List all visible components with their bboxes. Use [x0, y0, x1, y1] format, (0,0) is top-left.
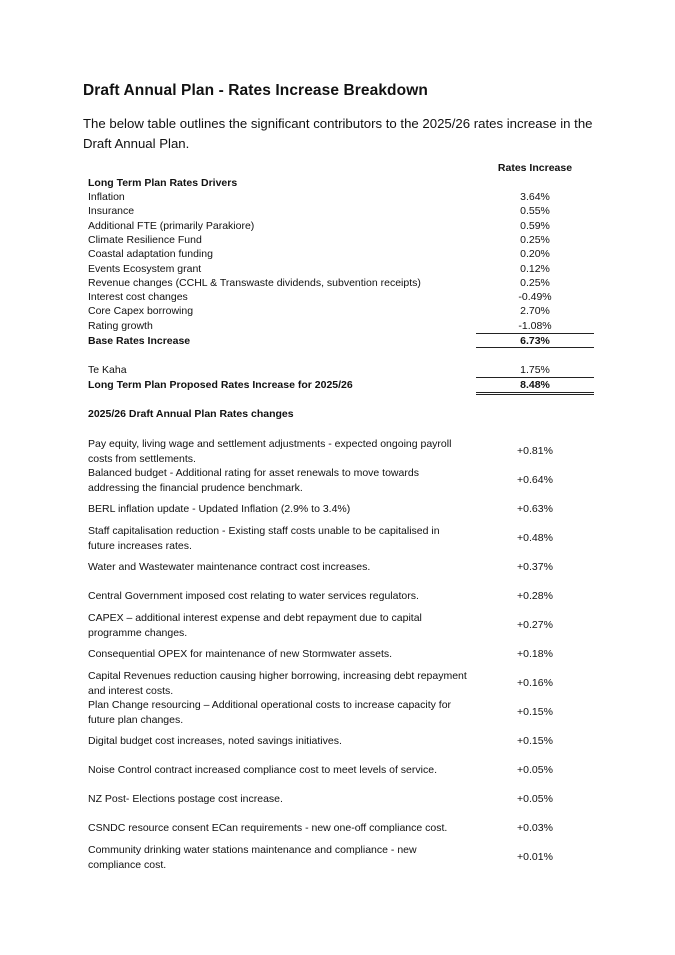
- ltp-row-value: 0.20%: [520, 248, 550, 261]
- dap-row: [88, 698, 594, 727]
- ltp-row: [88, 247, 594, 261]
- te-kaha-label: Te Kaha: [88, 363, 127, 376]
- dap-row: [88, 785, 594, 814]
- dap-row-value: +0.16%: [517, 677, 553, 689]
- ltp-row-label: Core Capex borrowing: [88, 305, 194, 318]
- proposed-rates-value: 8.48%: [520, 378, 550, 391]
- ltp-row: [88, 233, 594, 247]
- ltp-row: [88, 262, 594, 276]
- dap-row-description: Community drinking water stations maintenance and compliance - new compliance cost.: [88, 844, 417, 871]
- dap-row-description: NZ Post- Elections postage cost increase.: [88, 793, 283, 805]
- dap-row: [88, 437, 594, 466]
- double-underline: [476, 392, 594, 393]
- ltp-row: [88, 204, 594, 218]
- ltp-row: [88, 319, 594, 333]
- ltp-row-label: Insurance: [88, 205, 135, 218]
- dap-section-heading: 2025/26 Draft Annual Plan Rates changes: [88, 408, 294, 420]
- dap-row-value: +0.28%: [517, 590, 553, 602]
- page-title: Draft Annual Plan - Rates Increase Breakdown: [83, 82, 428, 99]
- dap-row: [88, 669, 594, 698]
- dap-row-description: Pay equity, living wage and settlement adjustments - expected ongoing payroll costs from settlements.: [88, 438, 452, 465]
- dap-row-value: +0.81%: [517, 445, 553, 457]
- base-rates-row: [88, 334, 594, 348]
- dap-row-description: Balanced budget - Additional rating for asset renewals to move towards addressing the financial prudence benchmark.: [88, 467, 419, 494]
- dap-row: [88, 495, 594, 524]
- dap-row-description: Central Government imposed cost relating to water services regulators.: [88, 590, 419, 602]
- dap-row-description: Plan Change resourcing – Additional operational costs to increase capacity for future plan changes.: [88, 699, 452, 726]
- dap-row: [88, 814, 594, 843]
- dap-row-value: +0.05%: [517, 793, 553, 805]
- dap-row: [88, 727, 594, 756]
- ltp-row-label: Climate Resilience Fund: [88, 233, 202, 246]
- dap-row: [88, 553, 594, 582]
- intro-paragraph: The below table outlines the significant contributors to the 2025/26 rates increase in the Draft Annual Plan.: [83, 116, 593, 151]
- dap-row-value: +0.03%: [517, 822, 553, 834]
- dap-row-value: +0.15%: [517, 706, 553, 718]
- te-kaha-row: [88, 363, 594, 377]
- ltp-row: [88, 304, 594, 318]
- dap-row-description: BERL inflation update - Updated Inflation (2.9% to 3.4%): [88, 503, 351, 515]
- ltp-row: [88, 290, 594, 304]
- ltp-row-value: 2.70%: [520, 305, 550, 318]
- ltp-row-value: -1.08%: [518, 319, 552, 332]
- ltp-row-label: Events Ecosystem grant: [88, 262, 202, 275]
- divider-line: [476, 347, 594, 348]
- dap-row-value: +0.27%: [517, 619, 553, 631]
- dap-row-description: Noise Control contract increased compliance cost to meet levels of service.: [88, 764, 437, 776]
- ltp-row: [88, 219, 594, 233]
- dap-row-value: +0.01%: [517, 851, 553, 863]
- ltp-row-label: Revenue changes (CCHL & Transwaste dividends, subvention receipts): [88, 276, 421, 289]
- te-kaha-value: 1.75%: [520, 363, 550, 376]
- dap-row-description: Staff capitalisation reduction - Existing staff costs unable to be capitalised in future increases rates.: [88, 525, 440, 552]
- ltp-row-value: 0.25%: [520, 233, 550, 246]
- ltp-row-label: Inflation: [88, 191, 125, 203]
- dap-row: [88, 582, 594, 611]
- dap-row-description: Water and Wastewater maintenance contract cost increases.: [88, 561, 371, 573]
- proposed-rates-label: Long Term Plan Proposed Rates Increase for 2025/26: [88, 378, 353, 391]
- ltp-section-heading: Long Term Plan Rates Drivers: [88, 177, 238, 189]
- double-underline: [476, 394, 594, 395]
- base-rates-label: Base Rates Increase: [88, 335, 191, 347]
- column-header-rates-increase: Rates Increase: [497, 162, 573, 174]
- dap-row-value: +0.18%: [517, 648, 553, 660]
- dap-row-value: +0.05%: [517, 764, 553, 776]
- dap-row-value: +0.15%: [517, 735, 553, 747]
- ltp-row-value: 0.55%: [520, 205, 550, 218]
- ltp-row-label: Coastal adaptation funding: [88, 248, 213, 261]
- proposed-rates-row: [88, 378, 594, 392]
- dap-row-description: Capital Revenues reduction causing higher borrowing, increasing debt repayment and interest costs.: [88, 670, 467, 697]
- dap-row-value: +0.37%: [517, 561, 553, 573]
- ltp-row-label: Rating growth: [88, 319, 153, 332]
- dap-row-description: CAPEX – additional interest expense and debt repayment due to capital programme changes.: [88, 612, 422, 639]
- dap-row-description: Consequential OPEX for maintenance of new Stormwater assets.: [88, 648, 393, 660]
- ltp-row-value: -0.49%: [518, 291, 552, 304]
- ltp-row: [88, 190, 594, 204]
- ltp-row-value: 3.64%: [520, 191, 550, 203]
- ltp-row-value: 0.59%: [520, 219, 550, 232]
- dap-row-value: +0.64%: [517, 474, 553, 486]
- dap-row: [88, 640, 594, 669]
- dap-row: [88, 524, 594, 553]
- dap-row-value: +0.63%: [517, 503, 553, 515]
- dap-row: [88, 466, 594, 495]
- dap-row: [88, 756, 594, 785]
- ltp-row-value: 0.12%: [520, 262, 550, 275]
- dap-row-description: Digital budget cost increases, noted savings initiatives.: [88, 735, 342, 747]
- dap-row-value: +0.48%: [517, 532, 553, 544]
- ltp-row: [88, 276, 594, 290]
- ltp-row-label: Interest cost changes: [88, 291, 188, 304]
- ltp-row-value: 0.25%: [520, 276, 550, 289]
- base-rates-value: 6.73%: [520, 335, 550, 347]
- ltp-row-label: Additional FTE (primarily Parakiore): [88, 219, 255, 232]
- dap-row-description: CSNDC resource consent ECan requirements - new one-off compliance cost.: [88, 822, 448, 834]
- dap-row: [88, 843, 594, 872]
- dap-row: [88, 611, 594, 640]
